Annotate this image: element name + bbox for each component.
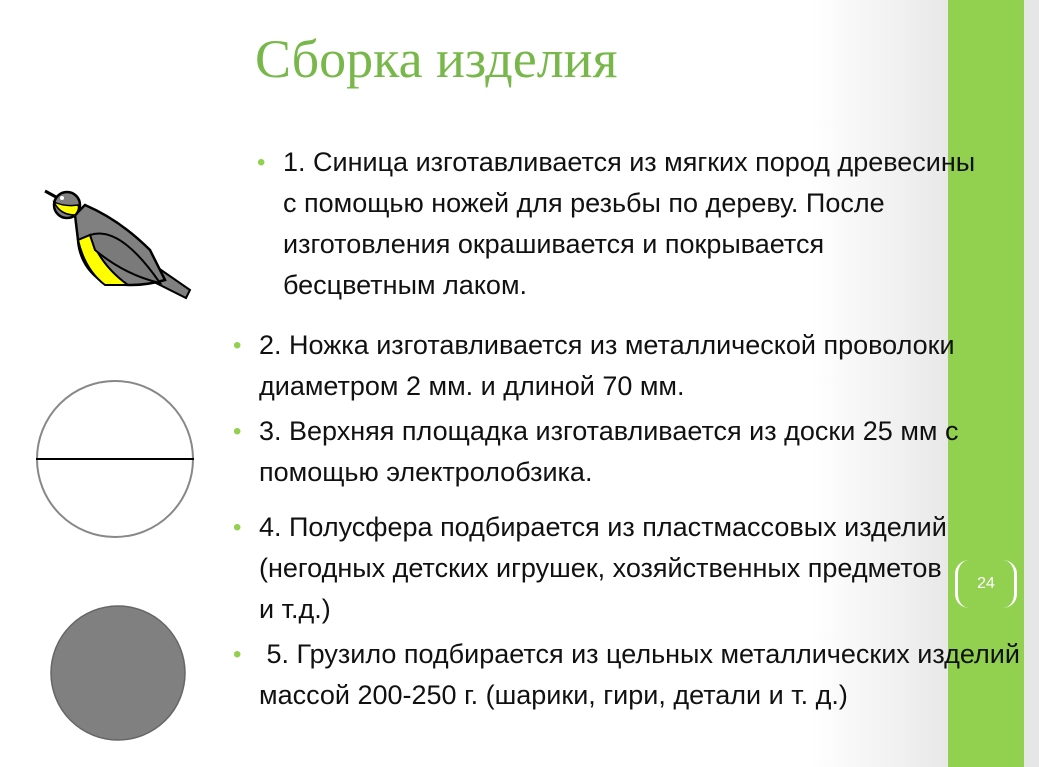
bullet-icon: • bbox=[233, 332, 242, 359]
list-item: • 1. Синица изготавливается из мягких пород древесины с помощью ножей для резьбы по дереву. После изготовления окрашивается и покрывается бесцветным лаком. bbox=[257, 142, 983, 306]
hemisphere-drawing bbox=[34, 378, 196, 540]
bullet-icon: • bbox=[233, 514, 242, 541]
slide-title: Сборка изделия bbox=[255, 29, 618, 89]
list-item: • 5. Грузило подбирается из цельных металлических изделий массой 200-250 г. (шарики, гири, детали и т. д.) bbox=[233, 634, 1039, 716]
list-item: • 4. Полусфера подбирается из пластмассовых изделий (негодных детских игрушек, хозяйственных предметов и т.д.) bbox=[233, 507, 949, 630]
titmouse-bird-image bbox=[40, 185, 200, 310]
list-item: • 3. Верхняя площадка изготавливается из доски 25 мм с помощью электролобзика. bbox=[233, 411, 1019, 493]
bullet-icon: • bbox=[233, 418, 242, 445]
list-item: • 2. Ножка изготавливается из металлической проволоки диаметром 2 мм. и длиной 70 мм. bbox=[233, 325, 979, 407]
bullet-icon: • bbox=[257, 149, 266, 176]
page-number: 24 bbox=[955, 560, 1017, 608]
weight-ball-drawing bbox=[48, 603, 188, 743]
bullet-icon: • bbox=[233, 641, 242, 668]
